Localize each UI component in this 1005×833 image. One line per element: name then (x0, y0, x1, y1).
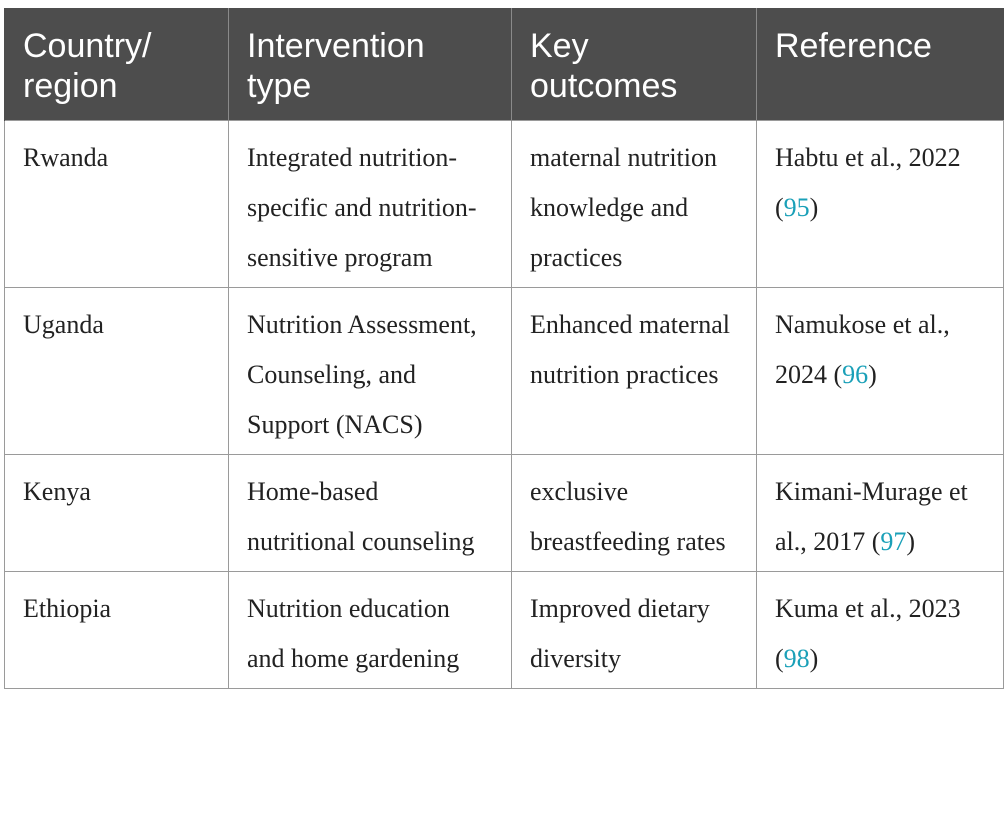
cell-reference (757, 455, 1004, 572)
cell-country: Uganda (5, 288, 229, 455)
cell-reference (757, 572, 1004, 689)
header-outcomes: Key outcomes (512, 8, 757, 121)
cell-intervention: Integrated nutrition-specific and nutrition-sensitive program (229, 121, 512, 288)
cell-country: Ethiopia (5, 572, 229, 689)
table-row (5, 455, 1004, 572)
cell-outcomes: exclusive breastfeeding rates (512, 455, 757, 572)
cell-intervention: Home-based nutritional counseling (229, 455, 512, 572)
reference-text: Namukose et al., 2024 ( (775, 310, 950, 389)
reference-link[interactable]: 95 (783, 193, 810, 222)
reference-text: Habtu et al., 2022 ( (775, 143, 961, 222)
cell-intervention: Nutrition Assessment, Counseling, and Support (NACS) (229, 288, 512, 455)
table-row (5, 288, 1004, 455)
table-row (5, 121, 1004, 288)
reference-text: Kuma et al., 2023 ( (775, 594, 961, 673)
cell-outcomes: Enhanced maternal nutrition practices (512, 288, 757, 455)
cell-country: Rwanda (5, 121, 229, 288)
cell-reference (757, 121, 1004, 288)
interventions-table (4, 8, 1004, 689)
header-reference: Reference (757, 8, 1004, 121)
cell-intervention: Nutrition education and home gardening (229, 572, 512, 689)
cell-country: Kenya (5, 455, 229, 572)
reference-close: ) (809, 644, 819, 673)
reference-close: ) (809, 193, 819, 222)
cell-reference (757, 288, 1004, 455)
table-header-row (5, 8, 1004, 121)
cell-outcomes: Improved dietary diversity (512, 572, 757, 689)
reference-link[interactable]: 97 (880, 527, 907, 556)
reference-close: ) (906, 527, 916, 556)
cell-outcomes: maternal nutrition knowledge and practices (512, 121, 757, 288)
reference-link[interactable]: 96 (842, 360, 869, 389)
header-intervention: Intervention type (229, 8, 512, 121)
reference-close: ) (868, 360, 877, 389)
reference-link[interactable]: 98 (783, 644, 810, 673)
header-country: Country/ region (5, 8, 229, 121)
reference-text: Kimani-Murage et al., 2017 ( (775, 477, 968, 556)
table-row (5, 572, 1004, 689)
